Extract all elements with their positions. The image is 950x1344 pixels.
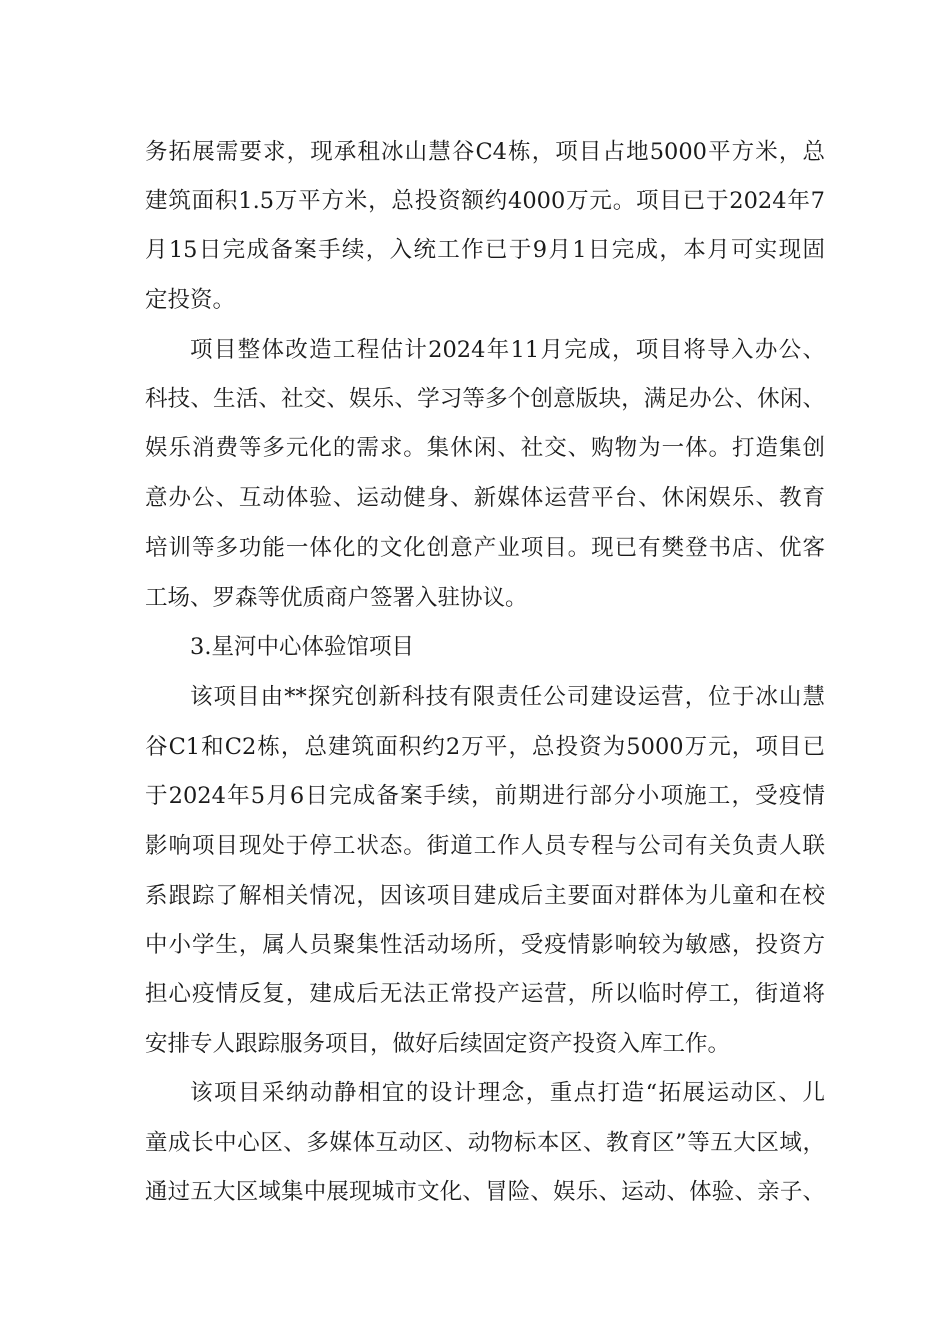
text-line: 意办公、互动体验、运动健身、新媒体运营平台、休闲娱乐、教育 [145,485,825,511]
text-line: 于2024年5月6日完成备案手续，前期进行部分小项施工，受疫情 [145,783,825,809]
text-line: 培训等多功能一体化的文化创意产业项目。现已有樊登书店、优客 [145,535,825,561]
text-line: 务拓展需要求，现承租冰山慧谷C4栋，项目占地5000平方米，总 [145,139,825,165]
text-line: 科技、生活、社交、娱乐、学习等多个创意版块，满足办公、休闲、 [145,386,825,412]
text-line: 月15日完成备案手续，入统工作已于9月1日完成，本月可实现固 [145,237,825,263]
paragraph-first-line: 该项目采纳动静相宜的设计理念，重点打造“拓展运动区、儿 [190,1080,825,1106]
paragraph-first-line: 该项目由**探究创新科技有限责任公司建设运营，位于冰山慧 [190,684,825,710]
text-line: 担心疫情反复，建成后无法正常投产运营，所以临时停工，街道将 [145,981,825,1007]
text-line: 中小学生，属人员聚集性活动场所，受疫情影响较为敏感，投资方 [145,932,825,958]
text-line: 定投资。 [145,287,236,313]
text-line: 谷C1和C2栋，总建筑面积约2万平，总投资为5000万元，项目已 [145,734,825,760]
text-line: 工场、罗森等优质商户签署入驻协议。 [145,585,528,611]
text-line: 安排专人跟踪服务项目，做好后续固定资产投资入库工作。 [145,1031,731,1057]
section-heading: 3.星河中心体验馆项目 [190,634,414,660]
paragraph-first-line: 项目整体改造工程估计2024年11月完成，项目将导入办公、 [190,337,825,363]
text-line: 建筑面积1.5万平方米，总投资额约4000万元。项目已于2024年7 [145,188,825,214]
text-line: 童成长中心区、多媒体互动区、动物标本区、教育区”等五大区域， [145,1130,825,1156]
text-line: 娱乐消费等多元化的需求。集休闲、社交、购物为一体。打造集创 [145,435,825,461]
text-line: 系跟踪了解相关情况，因该项目建成后主要面对群体为儿童和在校 [145,883,825,909]
text-line: 影响项目现处于停工状态。街道工作人员专程与公司有关负责人联 [145,833,825,859]
text-line: 通过五大区域集中展现城市文化、冒险、娱乐、运动、体验、亲子、 [145,1179,825,1205]
